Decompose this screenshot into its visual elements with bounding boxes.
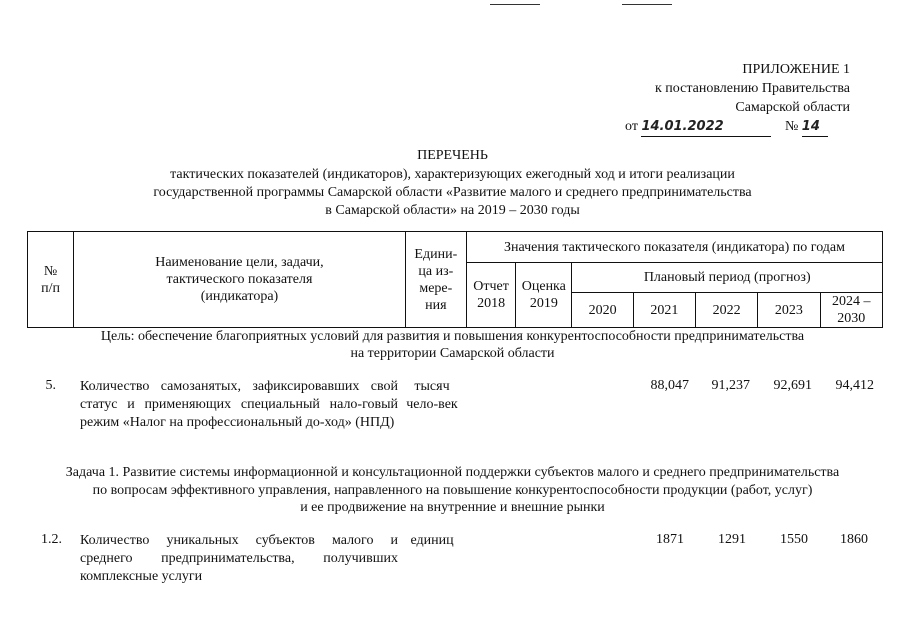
header-year: 2023 [758,293,820,328]
scan-artifact-line-right [622,4,672,5]
header-name: Наименование цели, задачи, тактического показателя (индикатора) [74,232,406,328]
number-label: № [784,119,799,134]
row5-value-2020: 88,047 [650,378,689,393]
appendix-line2: Самарской области [735,100,850,115]
header-values-title: Значения тактического показателя (индикатора) по годам [466,232,882,263]
table-header [27,231,883,328]
row5-value-2021: 91,237 [711,378,750,393]
handwritten-date: 14.01.2022 [641,117,771,137]
appendix-line1: к постановлению Правительства [654,81,850,96]
row12-value-2022: 1550 [780,532,808,547]
row5-value-2023: 94,412 [835,378,874,393]
row12-num: 1.2. [41,532,62,547]
header-plan-title: Плановый период (прогноз) [572,263,883,293]
row12-value-2021: 1291 [718,532,746,547]
row5-num: 5. [45,378,56,393]
header-year: 2020 [572,293,633,328]
row12-unit: единиц [410,533,454,548]
row5-unit: тысяч чело-век [406,379,458,412]
appendix-block [560,60,850,137]
header-estimate: Оценка 2019 [516,263,572,328]
goal-line1: Цель: обеспечение благоприятных условий для развития и повышения конкурентоспособности предпринимательства [100,329,805,344]
from-label: от [625,119,638,134]
task-line2: по вопросам эффективного управления, направленного на повышение конкурентоспособности продукции (работ, услуг) [92,483,813,498]
header-unit: Едини-ца из-мере-ния [405,232,466,328]
heading-title: ПЕРЕЧЕНЬ [417,148,488,163]
appendix-title: ПРИЛОЖЕНИЕ 1 [742,62,850,77]
header-report: Отчет 2018 [466,263,515,328]
task-line1: Задача 1. Развитие системы информационной и консультационной поддержки субъектов малого и среднего предпринимательства [65,465,840,480]
row5-name: Количество самозанятых, зафиксировавших свой статус и применяющих специальный нало-говый режим «Налог на профессиональный до-ход» (НПД) [80,379,398,430]
row12-value-2020: 1871 [656,532,684,547]
row5-value-2022: 92,691 [773,378,812,393]
header-year: 2022 [695,293,757,328]
row12-value-2023: 1860 [840,532,868,547]
header-year: 2021 [633,293,695,328]
header-num: № п/п [28,232,74,328]
header-year: 2024 – 2030 [820,293,882,328]
row12-name: Количество уникальных субъектов малого и среднего предпринимательства, получивших комплексные услуги [80,533,398,584]
handwritten-number: 14 [802,117,828,137]
heading-line1: тактических показателей (индикаторов), характеризующих ежегодный ход и итоги реализации [170,167,735,182]
task-line3: и ее продвижение на внутренние и внешние рынки [300,500,605,515]
scan-artifact-line-left [490,4,540,5]
heading-line2: государственной программы Самарской области «Развитие малого и среднего предпринимательства [153,185,752,200]
appendix-signature-line [560,117,850,137]
goal-line2: на территории Самарской области [350,346,555,361]
heading-line3: в Самарской области» на 2019 – 2030 годы [325,203,580,218]
